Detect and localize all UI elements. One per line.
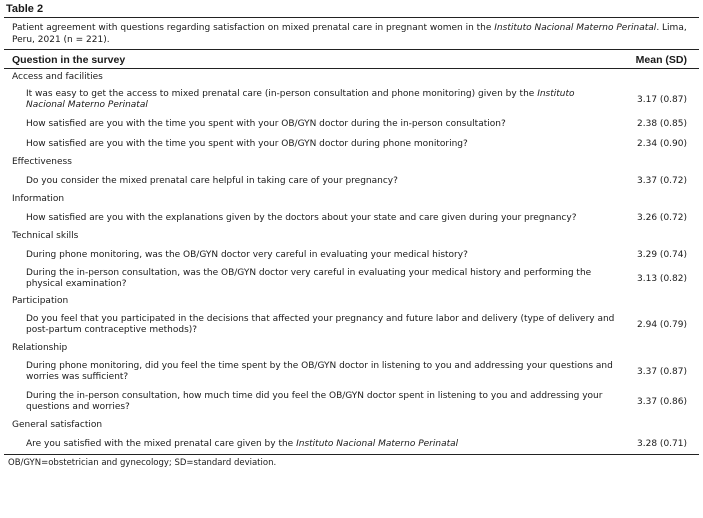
question-text: During phone monitoring, did you feel the time spent by the OB/GYN doctor in listening to you and addressing your questions and worries was sufficient?: [26, 361, 613, 382]
question-text: During the in-person consultation, how much time did you feel the OB/GYN doctor spent in listening to you and addressing your questions and worries?: [26, 391, 603, 412]
section-heading: General satisfaction: [12, 420, 103, 430]
table-row: [4, 134, 699, 154]
section-heading: Technical skills: [12, 231, 79, 241]
question-text: Are you satisfied with the mixed prenatal care given by the: [26, 438, 297, 449]
question-text: How satisfied are you with the time you spent with your OB/GYN doctor during phone monitoring?: [26, 138, 468, 149]
question-text: How satisfied are you with the time you spent with your OB/GYN doctor during the in-person consultation?: [26, 118, 506, 129]
caption-text: Patient agreement with questions regarding satisfaction on mixed prenatal care in pregnant women in the: [12, 23, 495, 33]
question-cell: [26, 314, 616, 336]
table-caption: [4, 18, 699, 49]
question-institution: Instituto Nacional Materno Perinatal: [296, 438, 459, 449]
mean-sd-cell: 3.37 (0.86): [637, 396, 687, 407]
question-text: How satisfied are you with the explanations given by the doctors about your state and care given during your pregnancy?: [26, 212, 577, 223]
question-cell: [26, 89, 616, 111]
table-row: [4, 86, 699, 114]
question-institution: Instituto Nacional Materno Perinatal: [26, 89, 575, 110]
section-heading: Access and facilities: [12, 72, 103, 82]
section-heading: Effectiveness: [12, 157, 72, 167]
mean-sd-cell: 3.26 (0.72): [637, 212, 687, 223]
question-cell: [26, 391, 616, 413]
mean-sd-cell: 3.29 (0.74): [637, 249, 687, 260]
question-cell: [26, 119, 616, 130]
column-header-mean: Mean (SD): [635, 54, 687, 66]
mean-sd-cell: 3.13 (0.82): [637, 273, 687, 284]
section-heading: Relationship: [12, 343, 68, 353]
question-text: During phone monitoring, was the OB/GYN doctor very careful in evaluating your medical history?: [26, 249, 468, 260]
question-text: It was easy to get the access to mixed prenatal care (in-person consultation and phone monitoring) given by the: [26, 89, 538, 99]
table-row: [4, 357, 699, 387]
table-label: Table 2: [6, 3, 44, 15]
table-row: [4, 387, 699, 417]
question-cell: [26, 439, 616, 450]
caption-location: . Lima, Peru, 2021 (n = 221).: [12, 23, 687, 45]
section-heading: Information: [12, 194, 65, 204]
table-footnote: OB/GYN=obstetrician and gynecology; SD=standard deviation.: [8, 458, 277, 468]
question-text: Do you feel that you participated in the decisions that affected your pregnancy and future labor and delivery (type of delivery and post-partum contraceptive methods)?: [26, 314, 615, 335]
mean-sd-cell: 3.28 (0.71): [637, 438, 687, 449]
table-row: [4, 171, 699, 191]
caption-institution: Instituto Nacional Materno Perinatal: [494, 23, 657, 33]
mean-sd-cell: 2.94 (0.79): [637, 319, 687, 330]
column-header-row: [4, 50, 699, 68]
table-row: [4, 114, 699, 134]
question-cell: [26, 250, 616, 261]
table-row: [4, 265, 699, 293]
mean-sd-cell: 3.37 (0.87): [637, 366, 687, 377]
question-cell: [26, 361, 616, 383]
mean-sd-cell: 2.34 (0.90): [637, 138, 687, 149]
mean-sd-cell: 2.38 (0.85): [637, 118, 687, 129]
table-body: [4, 69, 699, 454]
section-heading: Participation: [12, 296, 69, 306]
mean-sd-cell: 3.37 (0.72): [637, 175, 687, 186]
question-cell: [26, 213, 616, 224]
question-cell: [26, 176, 616, 187]
mean-sd-cell: 3.17 (0.87): [637, 94, 687, 105]
question-cell: [26, 139, 616, 150]
table-row: [4, 208, 699, 228]
table-row: [4, 245, 699, 265]
question-cell: [26, 268, 616, 290]
table-figure: [4, 2, 699, 469]
table-row: [4, 310, 699, 340]
table-row: [4, 434, 699, 454]
column-header-question: Question in the survey: [12, 54, 126, 66]
question-text: During the in-person consultation, was the OB/GYN doctor very careful in evaluating your medical history and performing the physical examination?: [26, 268, 592, 289]
question-text: Do you consider the mixed prenatal care helpful in taking care of your pregnancy?: [26, 175, 398, 186]
